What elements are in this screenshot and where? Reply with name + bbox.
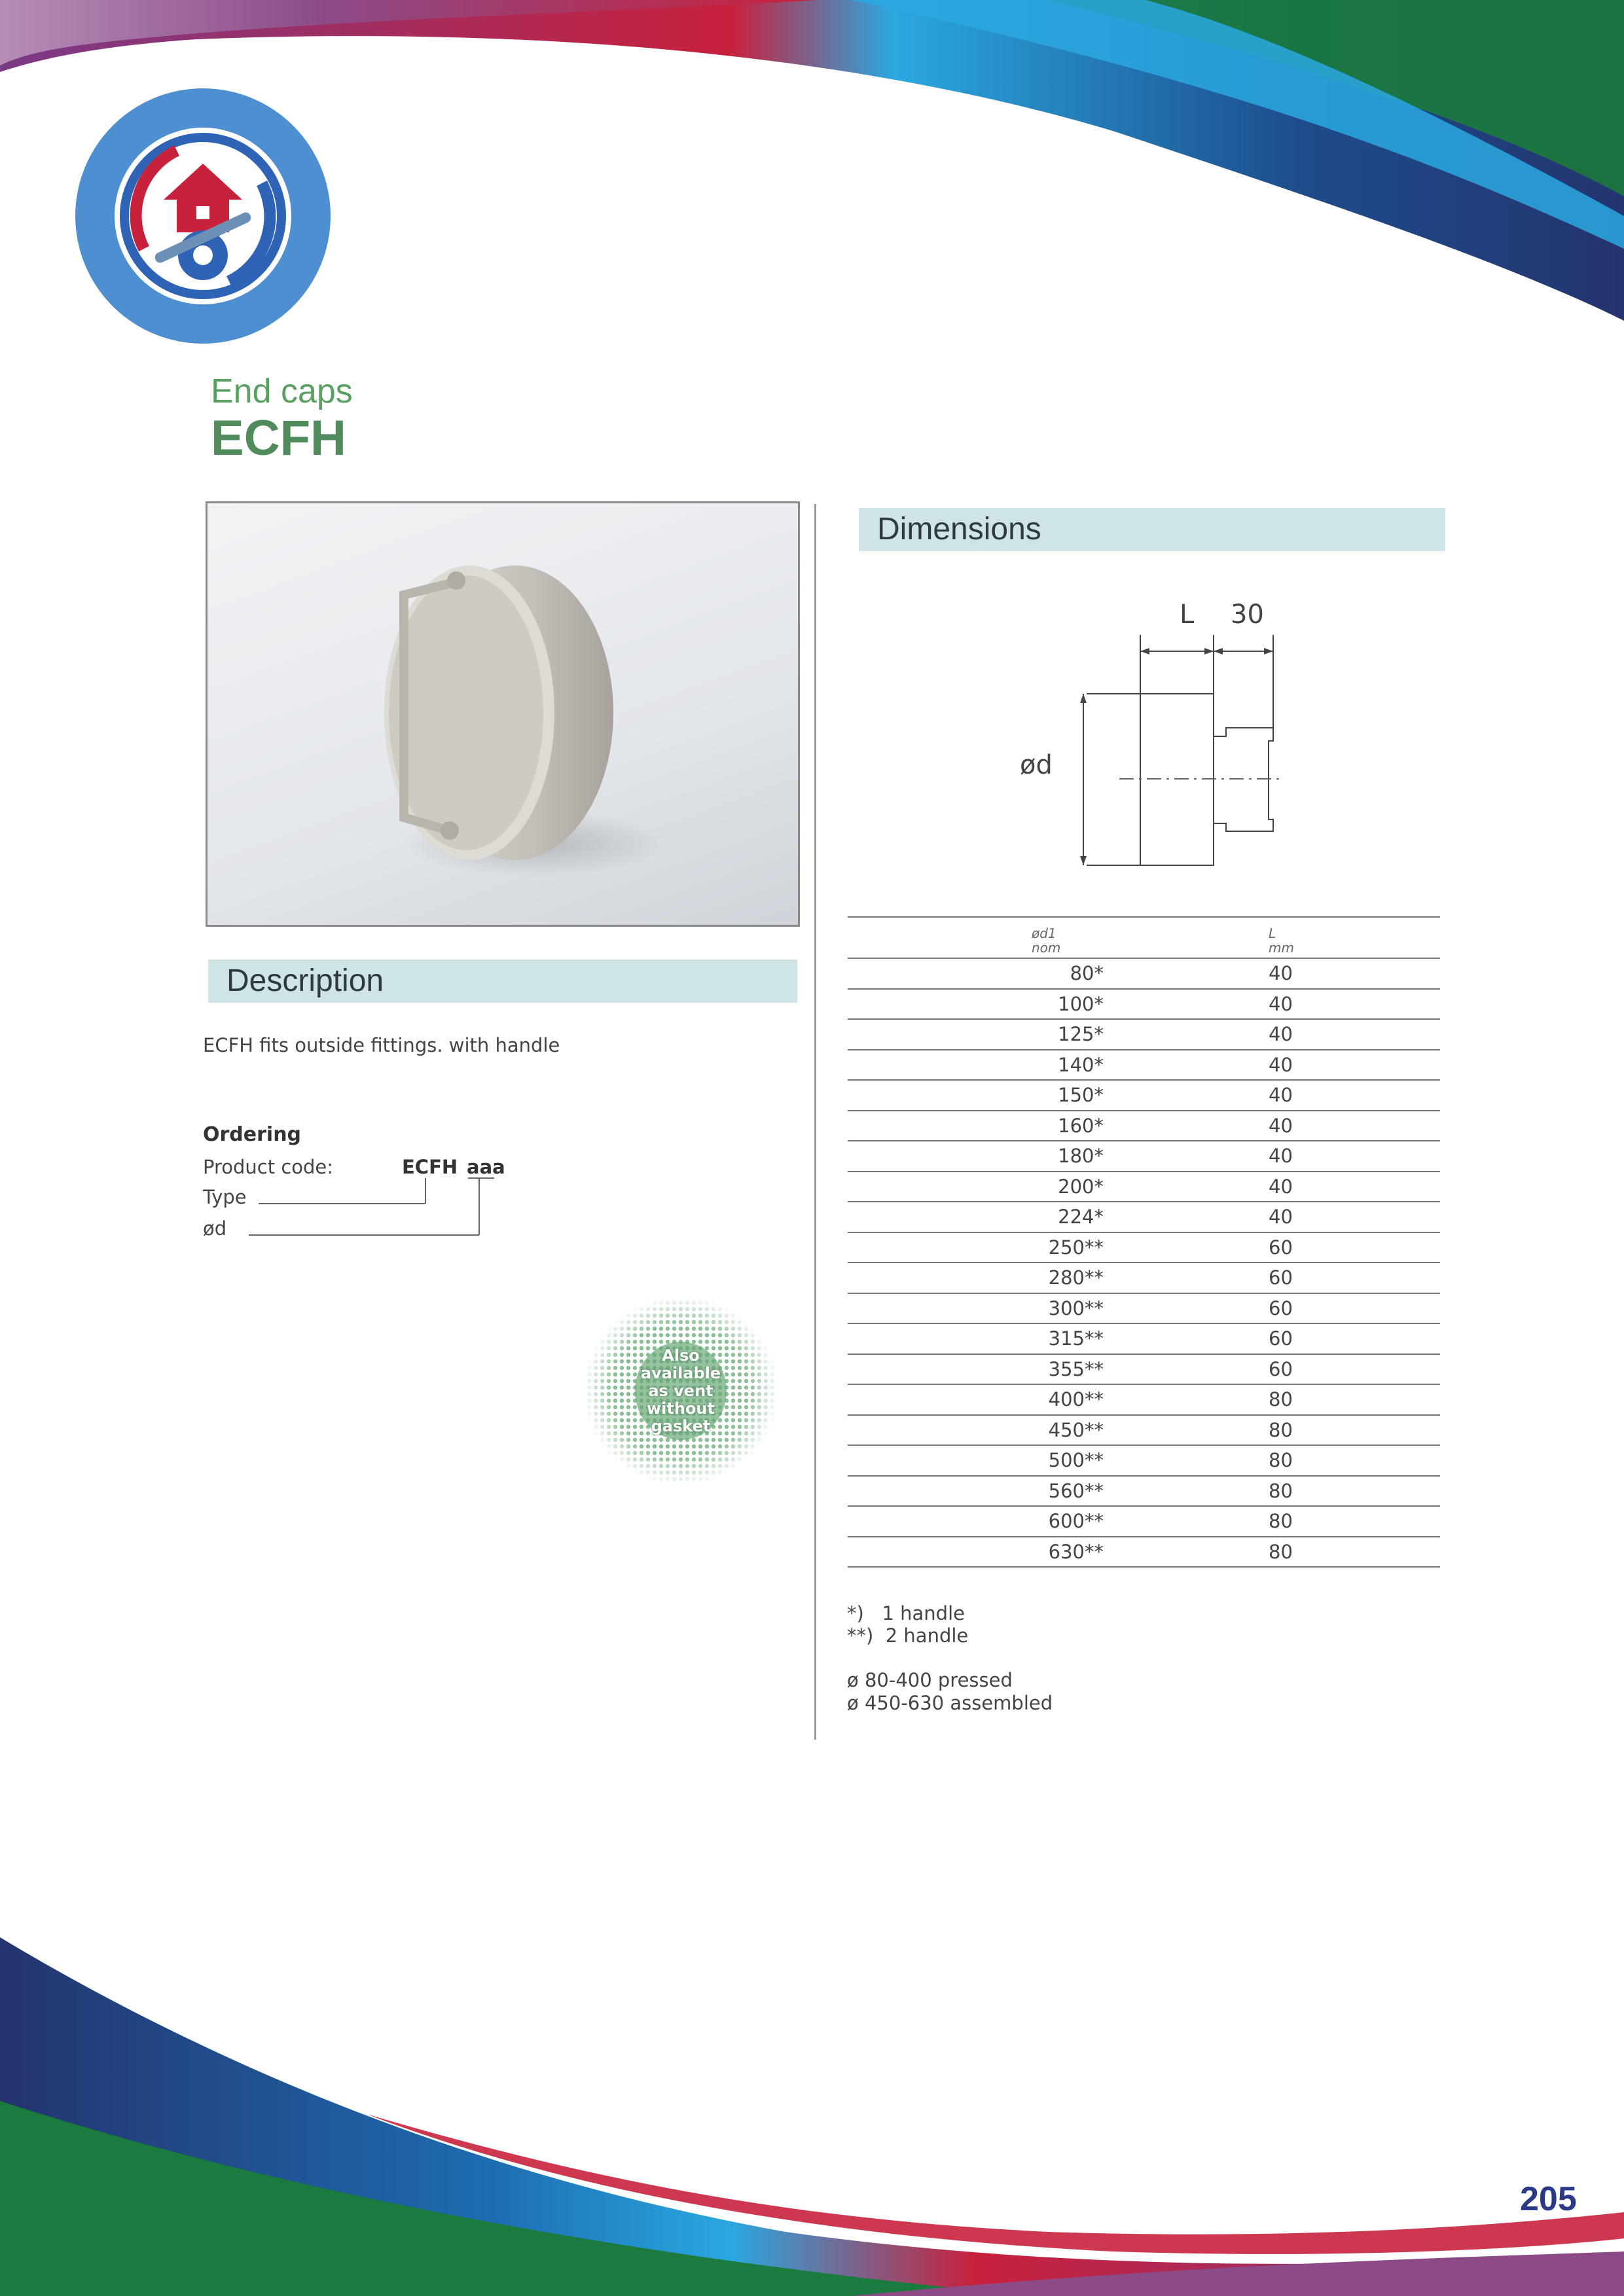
ordering-connector-lines (249, 1175, 497, 1240)
cell-length: 80 (1117, 1445, 1440, 1476)
cell-length: 80 (1117, 1537, 1440, 1568)
header-diameter-line2: nom (1032, 940, 1061, 956)
dimension-drawing (995, 589, 1335, 877)
header-length-line1: L (1269, 925, 1276, 941)
cell-length: 40 (1117, 1019, 1440, 1050)
cell-length: 60 (1117, 1323, 1440, 1354)
table-row (848, 1263, 1440, 1293)
drawing-label-30: 30 (1231, 600, 1264, 630)
cell-length: 40 (1117, 1111, 1440, 1141)
table-header-length (1117, 917, 1440, 958)
cell-diameter: 200* (848, 1172, 1117, 1202)
drawing-label-l: L (1180, 600, 1195, 630)
diameter-label: ød (203, 1217, 227, 1240)
table-row (848, 989, 1440, 1020)
table-row (848, 1111, 1440, 1141)
product-code-prefix: ECFH (402, 1156, 458, 1178)
table-row (848, 1172, 1440, 1202)
badge-line: as vent (648, 1382, 713, 1400)
table-header-diameter (848, 917, 1117, 958)
product-photo (206, 501, 800, 927)
cell-diameter: 400** (848, 1384, 1117, 1415)
cell-length: 80 (1117, 1384, 1440, 1415)
cell-diameter: 500** (848, 1445, 1117, 1476)
table-row (848, 1445, 1440, 1476)
cell-length: 40 (1117, 1141, 1440, 1172)
footnote-pressed: ø 80-400 pressed (847, 1669, 1013, 1691)
type-label: Type (203, 1186, 247, 1208)
cell-diameter: 355** (848, 1354, 1117, 1385)
table-row (848, 1354, 1440, 1385)
cell-length: 40 (1117, 1172, 1440, 1202)
product-code-suffix: aaa (467, 1156, 505, 1178)
cell-length: 40 (1117, 1080, 1440, 1111)
cell-diameter: 630** (848, 1537, 1117, 1568)
table-row (848, 1019, 1440, 1050)
table-row (848, 1080, 1440, 1111)
table-row (848, 1141, 1440, 1172)
column-divider (814, 504, 816, 1740)
header-diameter-line1: ød1 (1032, 925, 1056, 941)
table-row (848, 1537, 1440, 1568)
ordering-title: Ordering (203, 1123, 302, 1146)
table-row (848, 1476, 1440, 1507)
end-cap-illustration (208, 503, 798, 925)
cell-length: 80 (1117, 1476, 1440, 1507)
table-row (848, 1506, 1440, 1537)
cell-length: 60 (1117, 1263, 1440, 1293)
cell-diameter: 560** (848, 1476, 1117, 1507)
badge-line: Also (662, 1346, 700, 1365)
description-text: ECFH fits outside fittings. with handle (203, 1034, 560, 1056)
cell-diameter: 80* (848, 958, 1117, 989)
cell-diameter: 300** (848, 1293, 1117, 1324)
cell-length: 60 (1117, 1293, 1440, 1324)
cell-diameter: 250** (848, 1232, 1117, 1263)
table-row (848, 1293, 1440, 1324)
page-number: 205 (1520, 2180, 1577, 2218)
cell-length: 40 (1117, 989, 1440, 1020)
cell-diameter: 160* (848, 1111, 1117, 1141)
cell-diameter: 125* (848, 1019, 1117, 1050)
product-code-label: Product code: (203, 1156, 334, 1178)
cell-length: 80 (1117, 1506, 1440, 1537)
dimensions-heading: Dimensions (859, 508, 1445, 551)
cell-diameter: 450** (848, 1415, 1117, 1446)
footnote-double-handle: **) 2 handle (847, 1624, 969, 1647)
cell-length: 60 (1117, 1232, 1440, 1263)
cell-diameter: 224* (848, 1202, 1117, 1232)
cell-diameter: 140* (848, 1050, 1117, 1081)
company-logo (72, 85, 334, 347)
table-row (848, 1232, 1440, 1263)
table-row (848, 1202, 1440, 1232)
cell-diameter: 600** (848, 1506, 1117, 1537)
cell-diameter: 280** (848, 1263, 1117, 1293)
cell-length: 40 (1117, 1202, 1440, 1232)
badge-line: available (640, 1364, 721, 1382)
header-length-line2: mm (1269, 940, 1294, 956)
drawing-label-d: ød (1020, 750, 1053, 780)
table-row (848, 1323, 1440, 1354)
dimensions-table (848, 916, 1440, 1568)
cell-length: 60 (1117, 1354, 1440, 1385)
cell-diameter: 100* (848, 989, 1117, 1020)
cell-diameter: 315** (848, 1323, 1117, 1354)
footnote-assembled: ø 450-630 assembled (847, 1692, 1053, 1714)
table-row (848, 1050, 1440, 1081)
table-header-row (848, 917, 1440, 958)
badge-text (599, 1347, 763, 1435)
footnote-single-handle: *) 1 handle (847, 1602, 965, 1624)
product-title: ECFH (211, 410, 346, 466)
table-row (848, 1384, 1440, 1415)
badge-line: without (646, 1399, 715, 1418)
bottom-decorative-swoosh (0, 1924, 1624, 2296)
badge-line: gasket (651, 1417, 711, 1435)
cell-length: 40 (1117, 1050, 1440, 1081)
cell-length: 40 (1117, 958, 1440, 989)
cell-diameter: 180* (848, 1141, 1117, 1172)
table-row (848, 1415, 1440, 1446)
category-title: End caps (211, 372, 353, 410)
table-row (848, 958, 1440, 989)
cell-diameter: 150* (848, 1080, 1117, 1111)
cell-length: 80 (1117, 1415, 1440, 1446)
description-heading: Description (208, 960, 797, 1003)
